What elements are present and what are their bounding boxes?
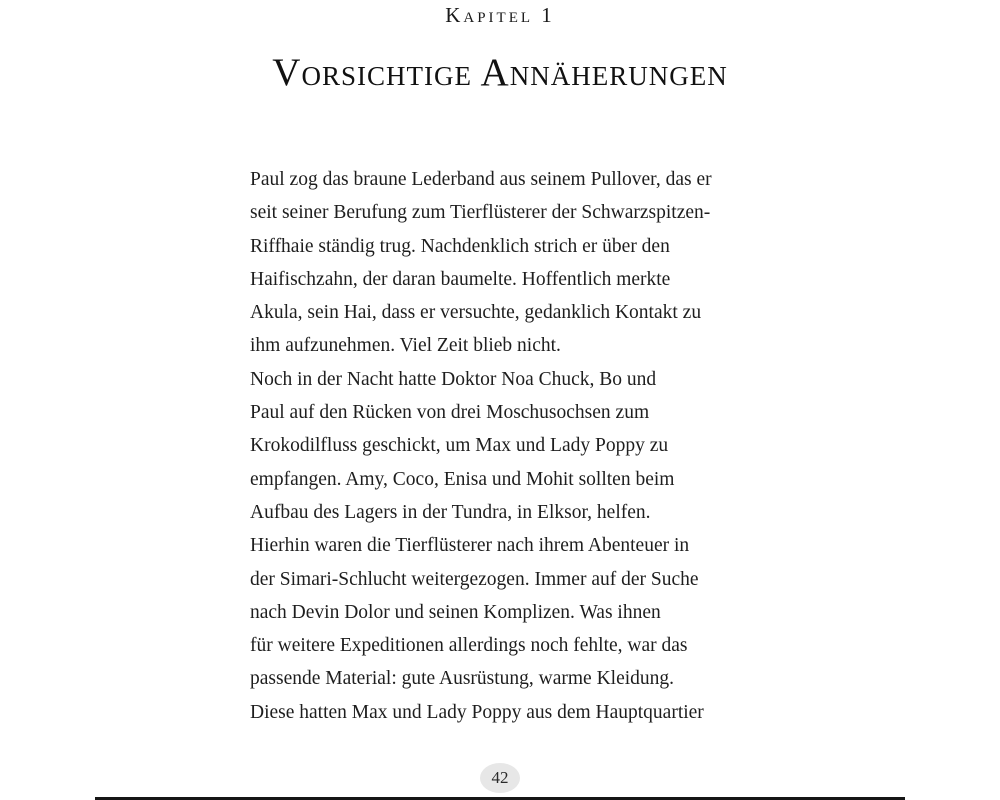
text-line: Noch in der Nacht hatte Doktor Noa Chuck, Bo und [250, 368, 657, 390]
text-line: Krokodilfluss geschickt, um Max und Lady Poppy zu [250, 435, 669, 457]
page-number: 42 [491, 768, 509, 787]
text-line: Paul auf den Rücken von drei Moschusochsen zum [250, 402, 650, 424]
text-line: Haifischzahn, der daran baumelte. Hoffentlich merkte [250, 268, 671, 290]
page-number-badge [480, 763, 520, 793]
text-line: ihm aufzunehmen. Viel Zeit blieb nicht. [250, 335, 561, 357]
text-line: nach Devin Dolor und seinen Komplizen. Was ihnen [250, 601, 661, 623]
text-line: Akula, sein Hai, dass er versuchte, gedanklich Kontakt zu [250, 302, 702, 324]
text-line: für weitere Expeditionen allerdings noch fehlte, war das [250, 635, 688, 657]
chapter-title: Vorsichtige Annäherungen [272, 51, 728, 94]
text-line: passende Material: gute Ausrüstung, warme Kleidung. [250, 668, 675, 690]
text-line: Riffhaie ständig trug. Nachdenklich strich er über den [250, 235, 670, 257]
text-line: seit seiner Berufung zum Tierflüsterer der Schwarzspitzen- [250, 202, 711, 224]
text-line: Hierhin waren die Tierflüsterer nach ihrem Abenteuer in [250, 535, 690, 557]
text-line: empfangen. Amy, Coco, Enisa und Mohit sollten beim [250, 468, 675, 490]
text-line: der Simari-Schlucht weitergezogen. Immer auf der Suche [250, 568, 699, 590]
text-line: Paul zog das braune Lederband aus seinem Pullover, das er [250, 169, 712, 190]
body-text [250, 163, 755, 729]
chapter-label: Kapitel 1 [445, 3, 555, 27]
text-line: Aufbau des Lagers in der Tundra, in Elksor, helfen. [250, 501, 651, 523]
text-line: Diese hatten Max und Lady Poppy aus dem Hauptquartier [250, 701, 704, 723]
